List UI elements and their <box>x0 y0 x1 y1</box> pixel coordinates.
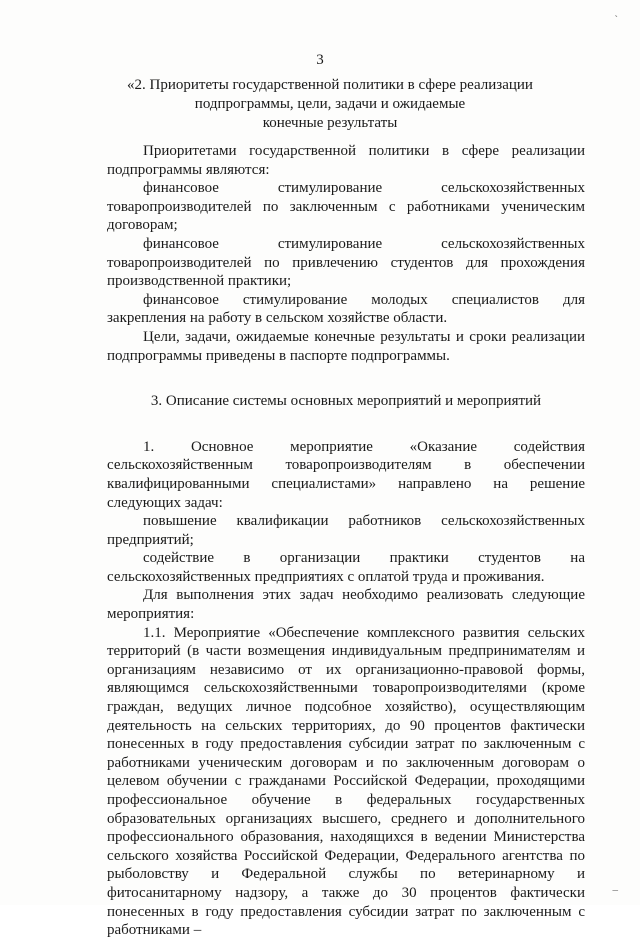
paragraph: финансовое стимулирование сельскохозяйственных товаропроизводителей по привлечению студентов для прохождения производственной практики; <box>107 235 585 290</box>
section-2-body <box>107 142 585 940</box>
paragraph: повышение квалификации работников сельскохозяйственных предприятий; <box>107 513 585 548</box>
paragraph: финансовое стимулирование сельскохозяйственных товаропроизводителей по заключенным с работниками ученическим договорам; <box>107 180 585 234</box>
scan-mark: ` <box>614 14 618 26</box>
section-2-heading-line: «2. Приоритеты государственной политики в сфере реализации <box>127 77 533 93</box>
paragraph: 1.1. Мероприятие «Обеспечение комплексного развития сельских территорий (в части возмещения индивидуальным предпринимателям и организациям независимо от их организационно-правовой формы, являющимся сельскохозяйственными товаропроизводителями (кроме граждан, ведущих личное подсобное хозяйство), осуществляющим деятельность на сельских территориях, до 90 процентов фактически понесенных в году предоставления субсидии затрат по заключенным с работниками ученическим договорам и по заключенным договорам о целевом обучении с гражданами Российской Федерации, проходящими профессиональное обучение в федеральных государственных образовательных организациях высшего, среднего и дополнительного профессионального образования, находящихся в ведении Министерства сельского хозяйства Российской Федерации, Федерального агентства по рыболовству и Федеральной службы по ветеринарному и фитосанитарному надзору, а также до 30 процентов фактически понесенных в году предоставления субсидии затрат по заключенным с работниками – <box>107 624 585 939</box>
section-2-heading-line: подпрограммы, цели, задачи и ожидаемые <box>194 96 466 112</box>
section-gap <box>107 365 585 392</box>
section-2-heading <box>120 76 540 133</box>
paragraph: 1. Основное мероприятие «Оказание содействия сельскохозяйственным товаропроизводителям в обеспечении квалифицированными специалистами» направлено на решение следующих задач: <box>107 438 585 511</box>
section-gap <box>107 411 585 438</box>
paragraph: Цели, задачи, ожидаемые конечные результаты и сроки реализации подпрограммы приведены в паспорте подпрограммы. <box>107 328 585 364</box>
page-number: 3 <box>316 52 324 68</box>
section-3-heading: 3. Описание системы основных мероприятий и мероприятий <box>150 393 542 410</box>
section-2-heading-line: конечные результаты <box>262 115 398 131</box>
scan-mark: – <box>612 884 618 896</box>
paragraph: содействие в организации практики студентов на сельскохозяйственных предприятиях с оплатой труда и проживания. <box>107 550 585 585</box>
paragraph: Для выполнения этих задач необходимо реализовать следующие мероприятия: <box>107 587 585 623</box>
paragraph: Приоритетами государственной политики в сфере реализации подпрограммы являются: <box>107 143 585 178</box>
paragraph: финансовое стимулирование молодых специалистов для закрепления на работу в сельском хозяйстве области. <box>107 291 585 327</box>
